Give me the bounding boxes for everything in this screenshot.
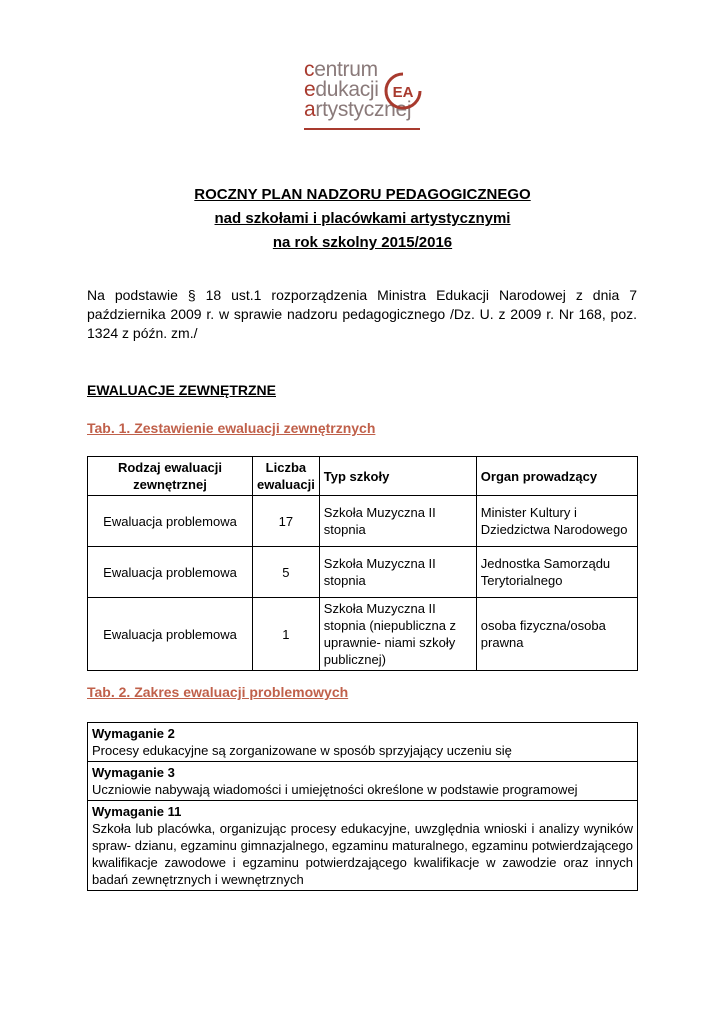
table1-caption: Tab. 1. Zestawienie ewaluacji zewnętrznych bbox=[87, 420, 376, 436]
requirement-title: Wymaganie 3 bbox=[92, 765, 175, 780]
requirement-cell bbox=[88, 723, 638, 762]
table-row bbox=[88, 598, 638, 671]
requirement-body: Procesy edukacyjne są zorganizowane w sposób sprzyjający uczeniu się bbox=[92, 743, 512, 758]
cell-evaluation-count: 1 bbox=[253, 598, 320, 671]
table-row bbox=[88, 723, 638, 762]
cell-school-type: Szkoła Muzyczna II stopnia bbox=[319, 547, 476, 598]
document-title-line1: ROCZNY PLAN NADZORU PEDAGOGICZNEGO bbox=[194, 186, 531, 203]
table2-caption: Tab. 2. Zakres ewaluacji problemowych bbox=[87, 684, 349, 700]
table-row bbox=[88, 762, 638, 801]
requirement-cell bbox=[88, 762, 638, 801]
logo-text-line2: edukacji bbox=[304, 78, 379, 101]
cell-evaluation-count: 17 bbox=[253, 496, 320, 547]
cell-governing-body: Minister Kultury i Dziedzictwa Narodowego bbox=[476, 496, 637, 547]
requirement-title: Wymaganie 2 bbox=[92, 726, 175, 741]
header-evaluation-count: Liczba ewaluacji bbox=[253, 457, 320, 496]
logo bbox=[304, 56, 434, 136]
logo-mark-icon bbox=[382, 70, 424, 112]
table-row bbox=[88, 801, 638, 891]
logo-rule bbox=[304, 128, 420, 130]
table-row bbox=[88, 496, 638, 547]
document-title-line2: nad szkołami i placówkami artystycznymi bbox=[214, 210, 511, 227]
intro-paragraph: Na podstawie § 18 ust.1 rozporządzenia Ministra Edukacji Narodowej z dnia 7 października 2009 r. w sprawie nadzoru pedagogicznego /Dz. U. z 2009 r. Nr 168, poz. 1324 z późn. zm./ bbox=[87, 287, 637, 341]
header-governing-body: Organ prowadzący bbox=[476, 457, 637, 496]
requirement-title: Wymaganie 11 bbox=[92, 804, 182, 819]
table-header-row bbox=[88, 457, 638, 496]
requirement-body: Szkoła lub placówka, organizując procesy edukacyjne, uwzględnia wnioski i analizy wyników spraw- dzianu, egzaminu gimnazjalnego, egzaminu maturalnego, egzaminu potwierdzającego kwalifikacje zawodowe i egzaminu potwierdzającego kwalifikacje w zawodzie oraz innych badań zewnętrznych i wewnętrznych bbox=[92, 821, 633, 887]
requirement-cell bbox=[88, 801, 638, 891]
cell-evaluation-type: Ewaluacja problemowa bbox=[88, 547, 253, 598]
cell-evaluation-type: Ewaluacja problemowa bbox=[88, 496, 253, 547]
header-evaluation-type: Rodzaj ewaluacji zewnętrznej bbox=[88, 457, 253, 496]
logo-text-line1: centrum bbox=[304, 58, 378, 81]
table-row bbox=[88, 547, 638, 598]
cell-school-type: Szkoła Muzyczna II stopnia bbox=[319, 496, 476, 547]
section-heading: EWALUACJE ZEWNĘTRZNE bbox=[87, 382, 276, 398]
svg-text:EA: EA bbox=[392, 84, 414, 101]
requirement-body: Uczniowie nabywają wiadomości i umiejętności określone w podstawie programowej bbox=[92, 782, 578, 797]
cell-school-type: Szkoła Muzyczna II stopnia (niepubliczna z uprawnie- niami szkoły publicznej) bbox=[319, 598, 476, 671]
logo-text-line3: artystycznej bbox=[304, 98, 412, 121]
cell-evaluation-type: Ewaluacja problemowa bbox=[88, 598, 253, 671]
cell-governing-body: osoba fizyczna/osoba prawna bbox=[476, 598, 637, 671]
requirements-table bbox=[87, 722, 638, 891]
document-title-line3: na rok szkolny 2015/2016 bbox=[272, 234, 453, 251]
cell-evaluation-count: 5 bbox=[253, 547, 320, 598]
evaluations-table bbox=[87, 456, 638, 671]
cell-governing-body: Jednostka Samorządu Terytorialnego bbox=[476, 547, 637, 598]
header-school-type: Typ szkoły bbox=[319, 457, 476, 496]
